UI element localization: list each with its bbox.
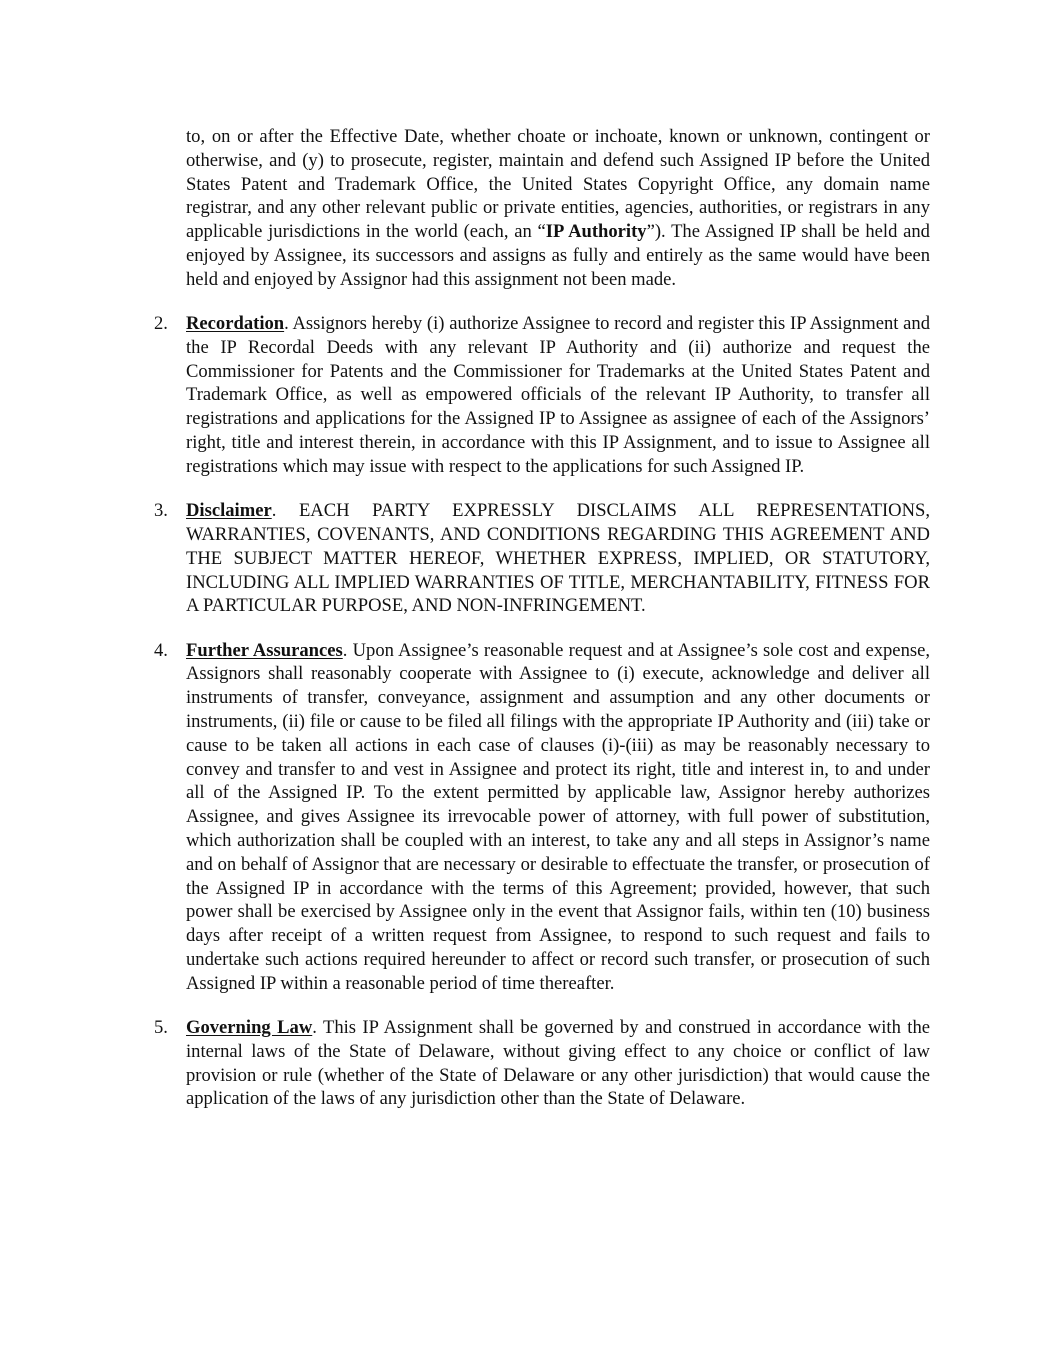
section-body: . Upon Assignee’s reasonable request and at Assignee’s sole cost and expense, Assignors shall reasonably cooperate with Assignee to (i) execute, acknowledge and deliver all instruments of transfer, conveyance, assignment and assumption and any other documents or instruments, (ii) file or cause to be filed all filings with the appropriate IP Authority and (iii) take or cause to be taken all actions in each case of clauses (i)-(iii) as may be reasonably necessary to convey and transfer to and vest in Assignee and protect its right, title and interest in, to and under all of the Assigned IP. To the extent permitted by applicable law, Assignor hereby authorizes Assignee, and gives Assignee its irrevocable power of attorney, with full power of substitution, which authorization shall be coupled with an interest, to take any and all steps in Assignor’s name and on behalf of Assignor that are necessary or desirable to effectuate the transfer, or prosecution of the Assigned IP in accordance with the terms of this Agreement; provided, however, that such power shall be exercised by Assignee only in the event that Assignor fails, within ten (10) business days after receipt of a written request from Assignee, to respond to such request and fails to undertake such actions required hereunder to affect or record such transfer, or prosecution of such Assigned IP within a reasonable period of time thereafter. (186, 639, 930, 994)
section-further-assurances (154, 639, 930, 996)
section-number: 3. (154, 500, 168, 522)
section-heading: Governing Law (186, 1017, 313, 1039)
section-number: 2. (154, 313, 168, 335)
section-number: 4. (154, 639, 168, 661)
section-governing-law (154, 1016, 930, 1111)
continuation-text-end: ”). The Assigned IP shall be held and enjoyed by Assignee, its successors and assigns as fully and entirely as the same would have been held and enjoyed by Assignor had this assignment not been made. (186, 221, 930, 290)
section-heading: Disclaimer (186, 500, 272, 522)
section-body: . This IP Assignment shall be governed by and construed in accordance with the internal laws of the State of Delaware, without giving effect to any choice or conflict of law provision or rule (whether of the State of Delaware or any other jurisdiction) that would cause the application of the laws of any jurisdiction other than the State of Delaware. (186, 1017, 930, 1110)
section-heading: Recordation (186, 313, 285, 335)
section-body: . EACH PARTY EXPRESSLY DISCLAIMS ALL REPRESENTATIONS, WARRANTIES, COVENANTS, AND CONDITIONS REGARDING THIS AGREEMENT AND THE SUBJECT MATTER HEREOF, WHETHER EXPRESS, IMPLIED, OR STATUTORY, INCLUDING ALL IMPLIED WARRANTIES OF TITLE, MERCHANTABILITY, FITNESS FOR A PARTICULAR PURPOSE, AND NON-INFRINGEMENT. (186, 500, 930, 617)
continuation-text-start: to, on or after the Effective Date, whether choate or inchoate, known or unknown, contingent or otherwise, and (y) to prosecute, register, maintain and defend such Assigned IP before the United States Patent and Trademark Office, the United States Copyright Office, any domain name registrar, and any other relevant public or private entities, agencies, authorities, or registrars in any applicable jurisdictions in the world (each, an “ (186, 126, 930, 243)
section-recordation (154, 312, 930, 479)
section-number: 5. (154, 1017, 168, 1039)
defined-term-ip-authority: IP Authority (545, 221, 647, 243)
document-body (154, 125, 930, 1132)
continuation-paragraph (186, 125, 930, 292)
section-disclaimer (154, 499, 930, 618)
section-body: . Assignors hereby (i) authorize Assignee to record and register this IP Assignment and the IP Recordal Deeds with any relevant IP Authority and (ii) authorize and request the Commissioner for Patents and the Commissioner for Trademarks at the United States Patent and Trademark Office, as well as empowered officials of the relevant IP Authority, to transfer all registrations and applications for the Assigned IP to Assignee as assignee of each of the Assignors’ right, title and interest therein, in accordance with this IP Assignment, and to issue to Assignee all registrations which may issue with respect to the applications for such Assigned IP. (186, 313, 930, 477)
section-heading: Further Assurances (186, 639, 343, 661)
